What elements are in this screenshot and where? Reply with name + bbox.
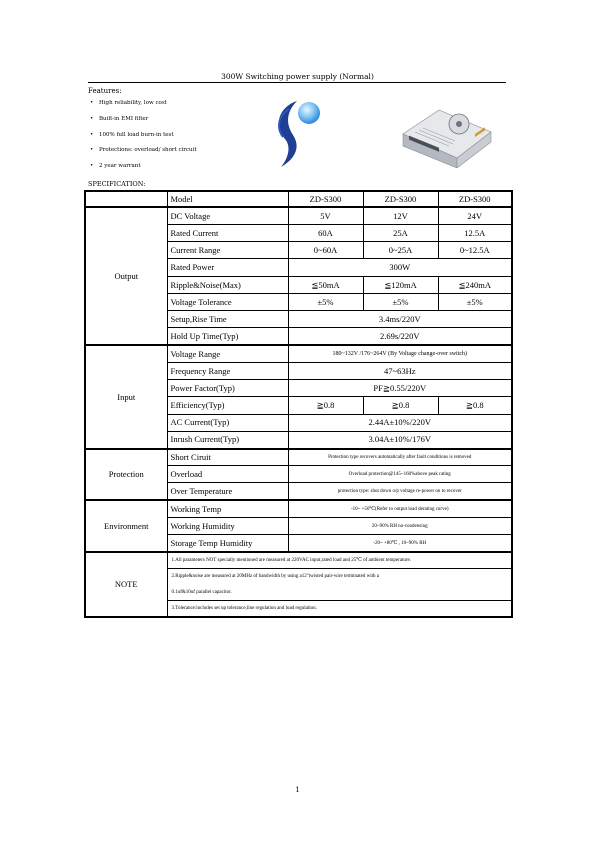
value-cell: Protection type recovers automatically after fault conditions is removed bbox=[288, 449, 512, 466]
feature-item: • 2 year warrant bbox=[90, 163, 141, 170]
value-cell: -20~ +80℃ , 10~90% RH bbox=[288, 535, 512, 552]
value-cell: -10~ +50℃(Refer to output load derating curve) bbox=[288, 500, 512, 517]
value-cell: 0~12.5A bbox=[438, 242, 512, 259]
value-cell: ≦50mA bbox=[288, 276, 363, 293]
model-cell: ZD-S300 bbox=[363, 191, 438, 207]
value-cell: 24V bbox=[438, 207, 512, 224]
value-cell: 0~60A bbox=[288, 242, 363, 259]
value-cell: 2.69s/220V bbox=[288, 328, 512, 345]
group-environment: Environment bbox=[85, 500, 167, 552]
note-line: 0.1uf&10uf parallel capacitor. bbox=[167, 584, 512, 600]
note-line: 2.Ripple&noise are measured at 20MHz of bandwidth by using a12"twisted pair-wire terminated with a bbox=[167, 568, 512, 584]
model-cell: ZD-S300 bbox=[288, 191, 363, 207]
row-label: Short Ciruit bbox=[167, 449, 288, 466]
value-cell: ≦240mA bbox=[438, 276, 512, 293]
value-cell: Overload protection@145~160%above peak rating bbox=[288, 466, 512, 483]
specification-table bbox=[84, 190, 513, 618]
value-cell: 0~25A bbox=[363, 242, 438, 259]
row-label: Rated Power bbox=[167, 259, 288, 276]
row-label: Current Range bbox=[167, 242, 288, 259]
company-logo bbox=[265, 95, 333, 170]
feature-item: • High reliability, low cost bbox=[90, 100, 167, 106]
value-cell: 3.04A±10%/176V bbox=[288, 431, 512, 448]
row-label: AC Current(Typ) bbox=[167, 414, 288, 431]
value-cell: 3.4ms/220V bbox=[288, 311, 512, 328]
value-cell: 5V bbox=[288, 207, 363, 224]
value-cell: 25A bbox=[363, 224, 438, 241]
value-cell: PF≧0.55/220V bbox=[288, 380, 512, 397]
value-cell: 12V bbox=[363, 207, 438, 224]
row-label: Hold Up Time(Typ) bbox=[167, 328, 288, 345]
row-label: Voltage Range bbox=[167, 345, 288, 362]
row-label: Working Humidity bbox=[167, 517, 288, 534]
row-label: Setup,Rise Time bbox=[167, 311, 288, 328]
features-list bbox=[90, 100, 197, 179]
model-label: Model bbox=[167, 191, 288, 207]
row-label: Working Temp bbox=[167, 500, 288, 517]
group-protection: Protection bbox=[85, 449, 167, 501]
value-cell: ±5% bbox=[438, 293, 512, 310]
value-cell: 20~90% RH no-condensing bbox=[288, 517, 512, 534]
title-rule bbox=[88, 82, 506, 83]
row-label: Overload bbox=[167, 466, 288, 483]
value-cell: ≧0.8 bbox=[288, 397, 363, 414]
row-label: Efficiency(Typ) bbox=[167, 397, 288, 414]
table-row bbox=[85, 191, 512, 207]
value-cell: ±5% bbox=[363, 293, 438, 310]
table-row bbox=[85, 345, 512, 362]
row-label: Over Temperature bbox=[167, 483, 288, 500]
feature-item: • 100% full load burn-in test bbox=[90, 131, 174, 138]
row-label: Inrush Current(Typ) bbox=[167, 431, 288, 448]
row-label: Rated Current bbox=[167, 224, 288, 241]
value-cell: 12.5A bbox=[438, 224, 512, 241]
power-supply-image bbox=[395, 88, 495, 168]
document-title: 300W Switching power supply (Normal) bbox=[221, 72, 374, 81]
row-label: Voltage Tolerance bbox=[167, 293, 288, 310]
group-output: Output bbox=[85, 207, 167, 345]
table-row bbox=[85, 207, 512, 224]
note-line: 3.Tolerance:includes set up tolerance,line regulation and load regulation. bbox=[167, 601, 512, 617]
row-label: Ripple&Noise(Max) bbox=[167, 276, 288, 293]
features-label: Features: bbox=[88, 87, 122, 95]
specification-label: SPECIFICATION: bbox=[88, 180, 146, 188]
table-row bbox=[85, 500, 512, 517]
page-number: 1 bbox=[295, 786, 300, 794]
group-input: Input bbox=[85, 345, 167, 448]
feature-item: • Protections: overload/ short circuit bbox=[90, 147, 197, 154]
value-cell: ≦120mA bbox=[363, 276, 438, 293]
value-cell: 180~132V /176~264V (By Voltage change-over switch) bbox=[288, 345, 512, 362]
value-cell: protection type: shut down o/p voltage re-power on to recover bbox=[288, 483, 512, 500]
table-row bbox=[85, 552, 512, 568]
note-line: 1.All parameters NOT specially mentioned are measured at 220VAC input,rated load and 25℃ of ambient temperature. bbox=[167, 552, 512, 568]
value-cell: 2.44A±10%/220V bbox=[288, 414, 512, 431]
model-cell: ZD-S300 bbox=[438, 191, 512, 207]
value-cell: 60A bbox=[288, 224, 363, 241]
row-label: DC Voltage bbox=[167, 207, 288, 224]
value-cell: 47~63Hz bbox=[288, 362, 512, 379]
row-label: Frequency Range bbox=[167, 362, 288, 379]
value-cell: ≧0.8 bbox=[363, 397, 438, 414]
row-label: Storage Temp Humidity bbox=[167, 535, 288, 552]
group-note: NOTE bbox=[85, 552, 167, 617]
feature-item: • Built-in EMI filter bbox=[90, 115, 149, 122]
value-cell: 300W bbox=[288, 259, 512, 276]
row-label: Power Factor(Typ) bbox=[167, 380, 288, 397]
value-cell: ≧0.8 bbox=[438, 397, 512, 414]
table-row bbox=[85, 449, 512, 466]
value-cell: ±5% bbox=[288, 293, 363, 310]
